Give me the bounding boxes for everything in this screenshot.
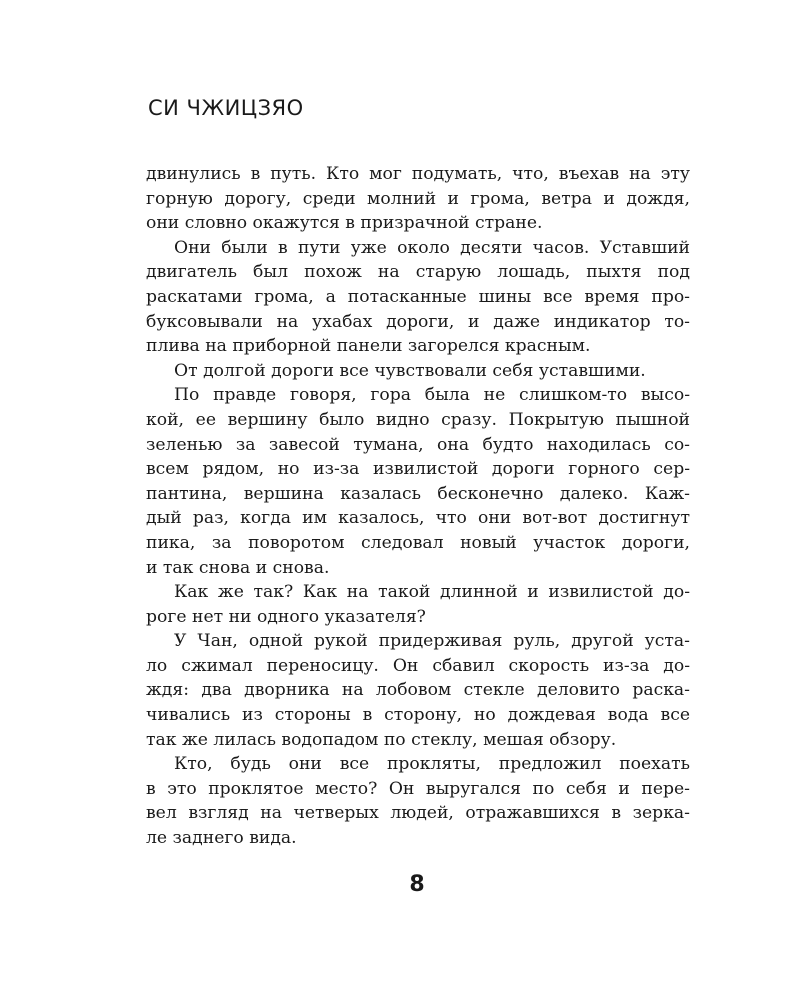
text-line: ло сжимал переносицу. Он сбавил скорость из-за до- [146,655,690,676]
page-number: 8 [409,872,425,897]
text-line: чивались из стороны в сторону, но дождевая вода все [146,705,690,726]
text-line: дый раз, когда им казалось, что они вот-вот достигнут [146,508,690,529]
text-line: роге нет ни одного указателя? [146,606,426,627]
text-line: они словно окажутся в призрачной стране. [146,213,543,234]
paragraph-first-line: У Чан, одной рукой придерживая руль, другой уста- [174,631,690,652]
text-line: ле заднего вида. [146,828,297,849]
text-line: двинулись в путь. Кто мог подумать, что, въехав на эту [146,164,690,184]
text-line: горную дорогу, среди молний и грома, ветра и дождя, [146,188,690,209]
text-line: пика, за поворотом следовал новый участок дороги, [146,532,690,553]
paragraph-first-line: Они были в пути уже около десяти часов. Уставший [174,237,690,258]
text-line: буксовывали на ухабах дороги, и даже индикатор то- [146,311,690,332]
text-line: ждя: два дворника на лобовом стекле деловито раска- [146,680,690,701]
text-line: кой, ее вершину было видно сразу. Покрытую пышной [146,409,690,430]
text-line: в это проклятое место? Он выругался по себя и пере- [146,778,690,799]
paragraph-first-line: Как же так? Как на такой длинной и извилистой до- [174,582,690,603]
paragraph-first-line: По правде говоря, гора была не слишком-то высо- [174,385,690,406]
body-text [146,162,690,851]
text-line: плива на приборной панели загорелся красным. [146,336,591,357]
paragraph-first-line: Кто, будь они все прокляты, предложил поехать [174,754,690,775]
text-line: двигатель был похож на старую лошадь, пыхтя под [146,262,690,283]
text-line: так же лилась водопадом по стеклу, мешая обзору. [146,729,617,750]
paragraph-first-line: От долгой дороги все чувствовали себя уставшими. [174,360,646,381]
text-line: зеленью за завесой тумана, она будто находилась со- [146,434,690,455]
text-line: всем рядом, но из-за извилистой дороги горного сер- [146,459,690,480]
text-line: и так снова и снова. [146,557,330,578]
text-line: раскатами грома, а потасканные шины все время про- [146,286,690,307]
text-line: пантина, вершина казалась бесконечно далеко. Каж- [146,483,690,504]
running-head: СИ ЧЖИЦЗЯО [148,96,304,120]
text-line: вел взгляд на четверых людей, отражавшихся в зерка- [146,803,690,824]
